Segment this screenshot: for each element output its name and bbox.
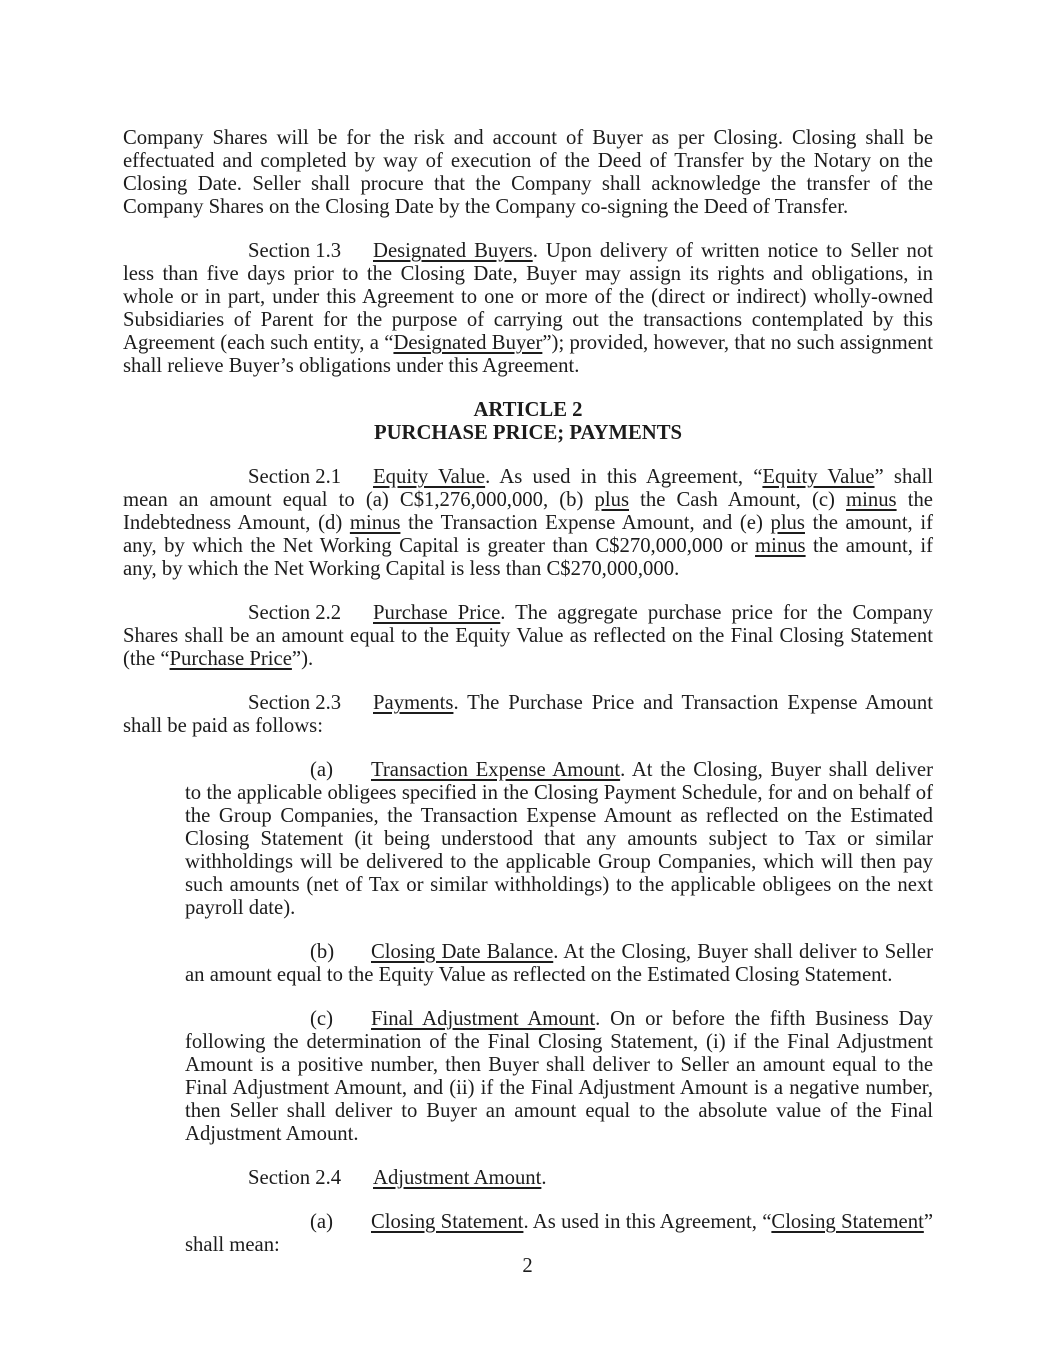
- section-2-3-payments: [123, 692, 933, 738]
- section-1-3-designated-buyers-run-3-text: ”); provided, however, that no such assignment shall relieve Buyer’s obligations under this Agreement.: [123, 332, 934, 377]
- section-2-1-equity-value-run-12-underlined-term: minus: [755, 535, 806, 557]
- sub-a-closing-statement-run-0-underlined-term: Closing Statement: [371, 1211, 524, 1233]
- article-2-number: [123, 399, 933, 422]
- sub-a-closing-statement-label: (a): [310, 1211, 333, 1233]
- section-1-3-designated-buyers-run-2-underlined-term: Designated Buyer: [393, 332, 543, 354]
- section-2-2-purchase-price-run-0-underlined-term: Purchase Price: [373, 602, 501, 624]
- sub-c-final-adjustment-amount-run-0-underlined-term: Final Adjustment Amount: [371, 1008, 596, 1030]
- page-number: 2: [522, 1255, 533, 1277]
- section-2-1-equity-value-run-3-text: ” shall mean an amount equal to (a) C$1,276,000,000, (b): [123, 466, 933, 511]
- sub-a-transaction-expense-amount-run-0-underlined-term: Transaction Expense Amount: [371, 759, 621, 781]
- section-2-4-adjustment-amount: [123, 1167, 933, 1190]
- section-2-1-equity-value-run-10-underlined-term: plus: [770, 512, 805, 534]
- sub-c-final-adjustment-amount-run-1-text: . On or before the fifth Business Day following the determination of the Final Closing Statement, (i) if the Final Adjustment Amount is a positive number, then Buyer shall deliver to Seller an amount equal to the Final Adjustment Amount, and (ii) if the Final Adjustment Amount is a negative number, then Seller shall deliver to Buyer an amount equal to the absolute value of the Final Adjustment Amount.: [185, 1008, 933, 1145]
- section-2-3-payments-run-0-underlined-term: Payments: [373, 692, 454, 714]
- section-2-1-equity-value-run-0-underlined-term: Equity Value: [373, 466, 486, 488]
- sub-c-final-adjustment-amount: [185, 1008, 933, 1146]
- article-2-number-run-0-text: ARTICLE 2: [473, 399, 583, 421]
- section-1-3-designated-buyers: [123, 240, 933, 378]
- section-2-1-equity-value-run-6-underlined-term: minus: [846, 489, 897, 511]
- section-1-3-designated-buyers-label: Section 1.3: [248, 240, 342, 262]
- section-2-1-equity-value-run-5-text: the Cash Amount, (c): [629, 489, 847, 511]
- section-2-1-equity-value-run-1-text: . As used in this Agreement, “: [485, 466, 763, 488]
- sub-a-closing-statement-run-1-text: . As used in this Agreement, “: [523, 1211, 772, 1233]
- document-body: [123, 127, 933, 1278]
- section-2-1-equity-value-label: Section 2.1: [248, 466, 342, 488]
- section-2-4-adjustment-amount-run-0-underlined-term: Adjustment Amount: [373, 1167, 542, 1189]
- sub-a-transaction-expense-amount-run-1-text: . At the Closing, Buyer shall deliver to the applicable obligees specified in the Closing Payment Schedule, for and on behalf of the Group Companies, the Transaction Expense Amount as reflected on the Estimated Closing Statement (it being understood that any amounts subject to Tax or similar withholdings will be delivered to the applicable Group Companies, which will then pay such amounts (net of Tax or similar withholdings) to the applicable obligees on the next payroll date).: [185, 759, 933, 919]
- section-2-1-equity-value-run-9-text: the Transaction Expense Amount, and (e): [400, 512, 771, 534]
- intro-paragraph: [123, 127, 933, 219]
- section-2-4-adjustment-amount-run-1-text: .: [541, 1167, 547, 1189]
- section-2-1-equity-value-run-11-text: the amount, if any, by which the Net Working Capital is greater than C$270,000,000 or: [123, 512, 934, 557]
- sub-b-closing-date-balance-run-0-underlined-term: Closing Date Balance: [371, 941, 554, 963]
- sub-a-transaction-expense-amount-label: (a): [310, 759, 333, 781]
- sub-a-transaction-expense-amount: [185, 759, 933, 920]
- section-2-1-equity-value-run-4-underlined-term: plus: [594, 489, 630, 511]
- sub-a-closing-statement: [185, 1211, 933, 1257]
- section-1-3-designated-buyers-run-0-underlined-term: Designated Buyers: [373, 240, 533, 262]
- sub-a-closing-statement-run-3-text: ” shall mean:: [185, 1211, 934, 1256]
- section-2-2-purchase-price: [123, 602, 933, 671]
- section-1-3-designated-buyers-run-1-text: . Upon delivery of written notice to Seller not less than five days prior to the Closing Date, Buyer may assign its rights and obligations, in whole or in part, under this Agreement to one or more of the (direct or indirect) wholly-owned Subsidiaries of Parent for the purpose of carrying out the transactions contemplated by this Agreement (each such entity, a “: [123, 240, 933, 354]
- article-2-heading-run-0-text: PURCHASE PRICE; PAYMENTS: [373, 422, 683, 444]
- section-2-2-purchase-price-run-3-text: ”).: [291, 648, 314, 670]
- section-2-1-equity-value-run-7-text: the Indebtedness Amount, (d): [123, 489, 933, 534]
- section-2-1-equity-value-run-2-underlined-term: Equity Value: [762, 466, 875, 488]
- sub-c-final-adjustment-amount-label: (c): [310, 1008, 333, 1030]
- sub-b-closing-date-balance: [185, 941, 933, 987]
- sub-b-closing-date-balance-label: (b): [310, 941, 335, 963]
- sub-b-closing-date-balance-run-1-text: . At the Closing, Buyer shall deliver to Seller an amount equal to the Equity Value as reflected on the Estimated Closing Statement.: [185, 941, 933, 986]
- section-2-3-payments-label: Section 2.3: [248, 692, 342, 714]
- section-2-1-equity-value-run-8-underlined-term: minus: [349, 512, 401, 534]
- section-2-3-payments-run-1-text: . The Purchase Price and Transaction Expense Amount shall be paid as follows:: [123, 692, 933, 737]
- section-2-1-equity-value: [123, 466, 933, 581]
- section-2-4-adjustment-amount-label: Section 2.4: [248, 1167, 342, 1189]
- sub-a-closing-statement-run-2-underlined-term: Closing Statement: [771, 1211, 924, 1233]
- article-2-heading: [123, 422, 933, 445]
- section-2-2-purchase-price-run-2-underlined-term: Purchase Price: [169, 648, 292, 670]
- section-2-2-purchase-price-run-1-text: . The aggregate purchase price for the Company Shares shall be an amount equal to the Equity Value as reflected on the Final Closing Statement (the “: [123, 602, 933, 670]
- section-2-2-purchase-price-label: Section 2.2: [248, 602, 342, 624]
- section-2-1-equity-value-run-13-text: the amount, if any, by which the Net Working Capital is less than C$270,000,000.: [123, 535, 934, 580]
- intro-paragraph-run-0-text: Company Shares will be for the risk and account of Buyer as per Closing. Closing shall be effectuated and completed by way of execution of the Deed of Transfer by the Notary on the Closing Date. Seller shall procure that the Company shall acknowledge the transfer of the Company Shares on the Closing Date by the Company co-signing the Deed of Transfer.: [123, 127, 933, 218]
